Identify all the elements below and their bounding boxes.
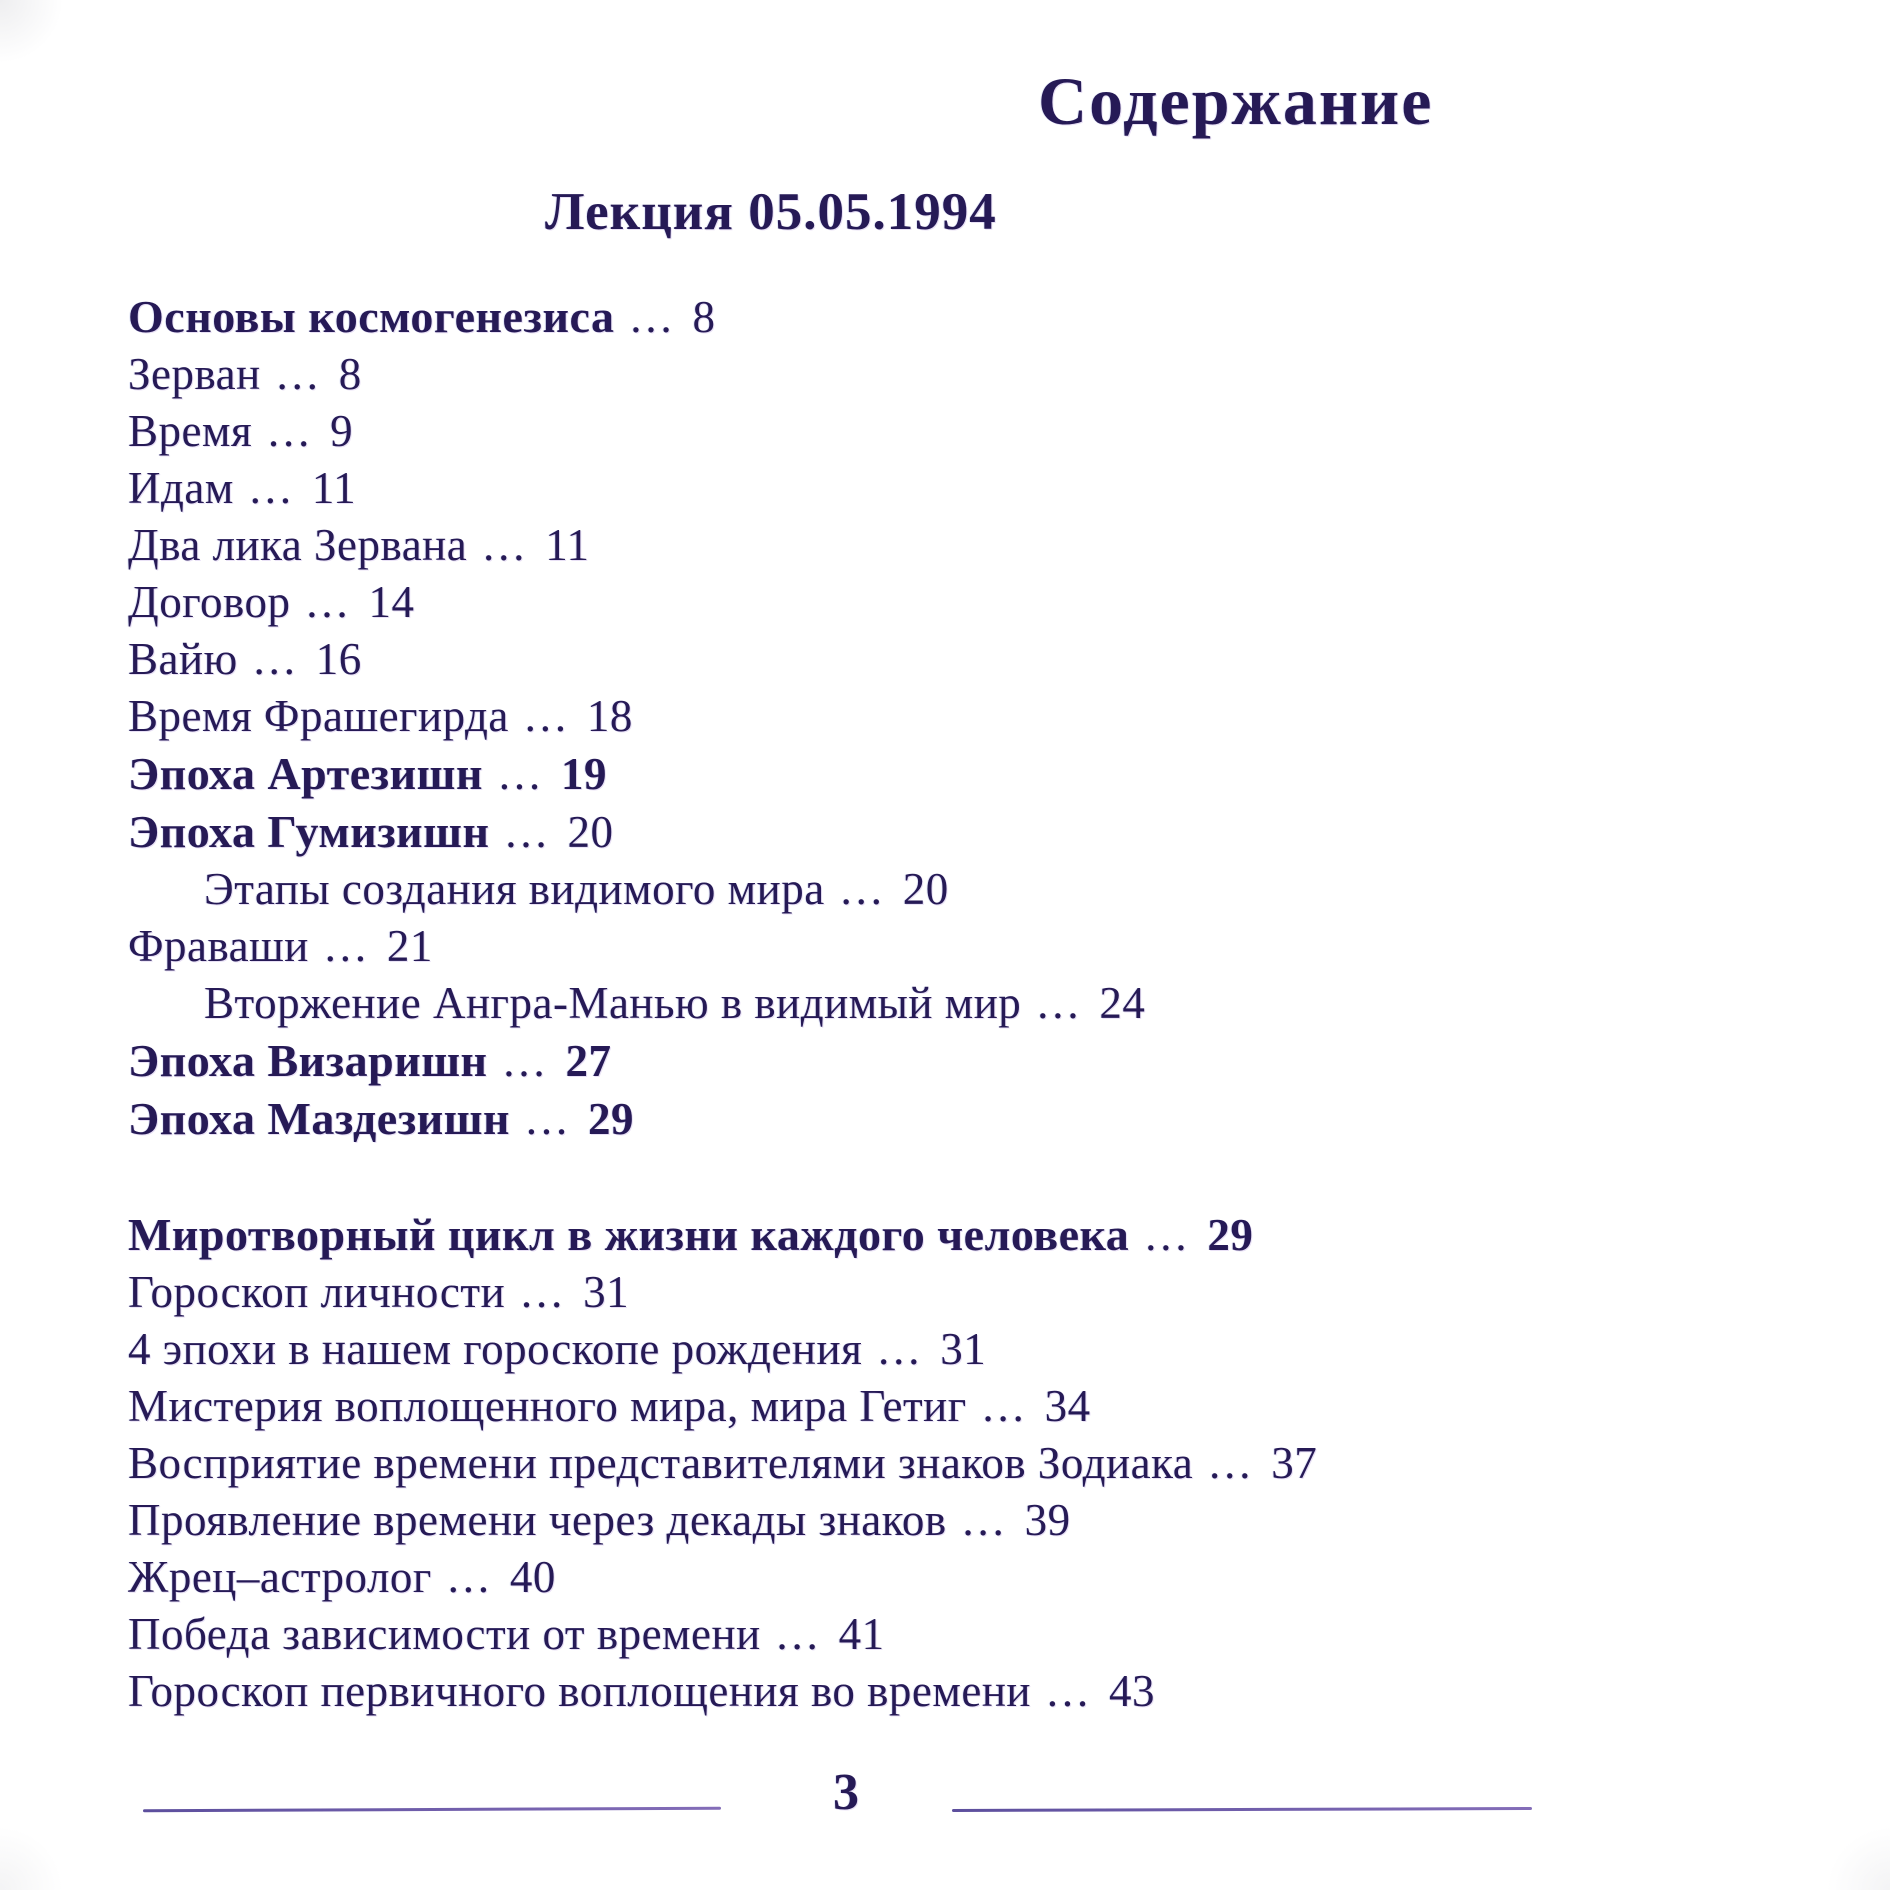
toc-entry (128, 1492, 1608, 1549)
toc-entry-label: Проявление времени через декады знаков (128, 1495, 947, 1545)
toc-entry-label: Эпоха Гумизишн (128, 806, 490, 857)
toc-entry-label: Гороскоп личности (128, 1267, 506, 1317)
toc-entry-dots: … (876, 1324, 929, 1374)
toc-entry-label: Эпоха Артезишн (128, 748, 483, 799)
toc-entry-dots: … (1143, 1210, 1196, 1260)
toc-entry-dots: … (503, 807, 556, 857)
toc-entry-page: 24 (1099, 978, 1146, 1028)
toc-entry-page: 11 (311, 463, 357, 513)
toc-entry-dots: … (247, 463, 300, 513)
toc-entry (128, 861, 1608, 918)
toc-entry-dots: … (266, 406, 319, 456)
toc-entry-page: 43 (1109, 1666, 1155, 1716)
toc-entry-page: 9 (330, 406, 354, 456)
toc-entry-dots: … (274, 349, 327, 399)
toc-entry-label: Гороскоп первичного воплощения во времени (128, 1666, 1031, 1716)
toc-entry-dots: … (1035, 978, 1088, 1028)
toc-entry-dots: … (522, 691, 575, 741)
toc-entry-label: Два лика Зервана (128, 520, 468, 570)
toc-entry-label: Вторжение Ангра-Манью в видимый мир (204, 978, 1022, 1028)
toc-entry-label: Время (128, 406, 253, 456)
toc-entry-label: Время Фрашегирда (128, 691, 509, 741)
footer-rule-left (143, 1807, 721, 1813)
lecture-heading: Лекция 05.05.1994 (545, 183, 997, 241)
toc-entry-page: 29 (588, 1094, 635, 1144)
toc-entry (128, 1090, 1608, 1148)
toc-entry (128, 1378, 1608, 1435)
toc-entry-dots: … (628, 292, 681, 342)
toc-entry-label: Основы космогенезиса (128, 291, 615, 342)
toc-entry-dots: … (304, 577, 357, 627)
toc-entry-dots: … (1207, 1438, 1260, 1488)
toc-entry (128, 574, 1608, 631)
toc-entry-label: Победа зависимости от времени (128, 1609, 761, 1659)
toc-entry-dots: … (774, 1609, 827, 1659)
toc-entry (128, 1206, 1608, 1264)
toc-entry (128, 1549, 1608, 1606)
toc-entry-label: Мистерия воплощенного мира, мира Гетиг (128, 1381, 967, 1431)
toc-entry-label: Этапы создания видимого мира (204, 864, 825, 914)
footer-page-number: 3 (833, 1764, 859, 1821)
toc-entry-label: Вайю (128, 634, 238, 684)
toc-entry-page: 29 (1207, 1210, 1254, 1260)
toc-entry-dots: … (1045, 1666, 1097, 1716)
toc-entry (128, 288, 1608, 346)
toc-entry-page: 16 (315, 634, 362, 684)
toc-entry-dots: … (960, 1495, 1013, 1545)
toc-entry-label: Зерван (128, 349, 261, 399)
toc-entry-dots: … (524, 1094, 577, 1144)
toc-entry (128, 403, 1608, 460)
toc-entry-dots: … (445, 1552, 498, 1602)
toc-entry (128, 1321, 1608, 1378)
toc-entry-page: 37 (1271, 1438, 1318, 1488)
page-title: Содержание (1038, 63, 1434, 139)
toc-entry-page: 21 (386, 921, 433, 971)
toc-entry-page: 14 (368, 577, 415, 627)
toc-entry (128, 1663, 1608, 1720)
toc-entry-page: 40 (509, 1552, 556, 1602)
toc-entry-label: Эпоха Визаришн (128, 1035, 488, 1086)
toc-entry-label: Восприятие времени представителями знаков Зодиака (128, 1438, 1194, 1488)
toc-entry (128, 460, 1608, 517)
toc-entry-page: 20 (567, 807, 614, 857)
toc-entry (128, 631, 1608, 688)
toc-entry-dots: … (519, 1267, 572, 1317)
toc-entry-page: 31 (940, 1324, 987, 1374)
toc-entry (128, 745, 1608, 803)
toc-entry-page: 20 (902, 864, 949, 914)
toc-entry-dots: … (497, 749, 549, 799)
toc-entry-page: 27 (565, 1036, 612, 1086)
toc-entry (128, 1264, 1608, 1321)
toc-entry-dots: … (980, 1381, 1033, 1431)
toc-entry (128, 803, 1608, 861)
toc-entry-label: Договор (128, 577, 291, 627)
toc-entry (128, 517, 1608, 574)
toc-entry-page: 11 (545, 520, 590, 570)
toc-entry-page: 8 (338, 349, 362, 399)
toc-entry-page: 39 (1024, 1495, 1071, 1545)
toc-entry-page: 8 (692, 292, 716, 342)
toc-entry (128, 1032, 1608, 1090)
toc-entry-label: 4 эпохи в нашем гороскопе рождения (128, 1324, 863, 1374)
toc-entry-dots: … (838, 864, 891, 914)
toc-entry-page: 34 (1044, 1381, 1091, 1431)
toc-entry-label: Идам (128, 463, 234, 513)
toc-entry (128, 918, 1608, 975)
toc-entry-label: Фраваши (128, 921, 309, 971)
toc-entry-dots: … (501, 1036, 554, 1086)
toc-entry-page: 41 (838, 1609, 885, 1659)
toc-entry-dots: … (481, 520, 534, 570)
toc-entry-label: Миротворный цикл в жизни каждого человека (128, 1209, 1130, 1260)
toc-entry (128, 1435, 1608, 1492)
toc-entry-dots: … (322, 921, 375, 971)
toc-entry (128, 688, 1608, 745)
toc-entry (128, 1606, 1608, 1663)
toc-entry-page: 18 (586, 691, 633, 741)
toc-entry-dots: … (251, 634, 304, 684)
footer-rule-right (952, 1807, 1532, 1812)
toc-entry-label: Эпоха Маздезишн (128, 1093, 511, 1144)
toc-entry (128, 346, 1608, 403)
toc-entry-label: Жрец–астролог (128, 1552, 432, 1602)
toc-entry-page: 31 (583, 1267, 630, 1317)
table-of-contents (128, 288, 1608, 1720)
toc-entry-page: 19 (561, 749, 607, 799)
toc-entry (128, 975, 1608, 1032)
